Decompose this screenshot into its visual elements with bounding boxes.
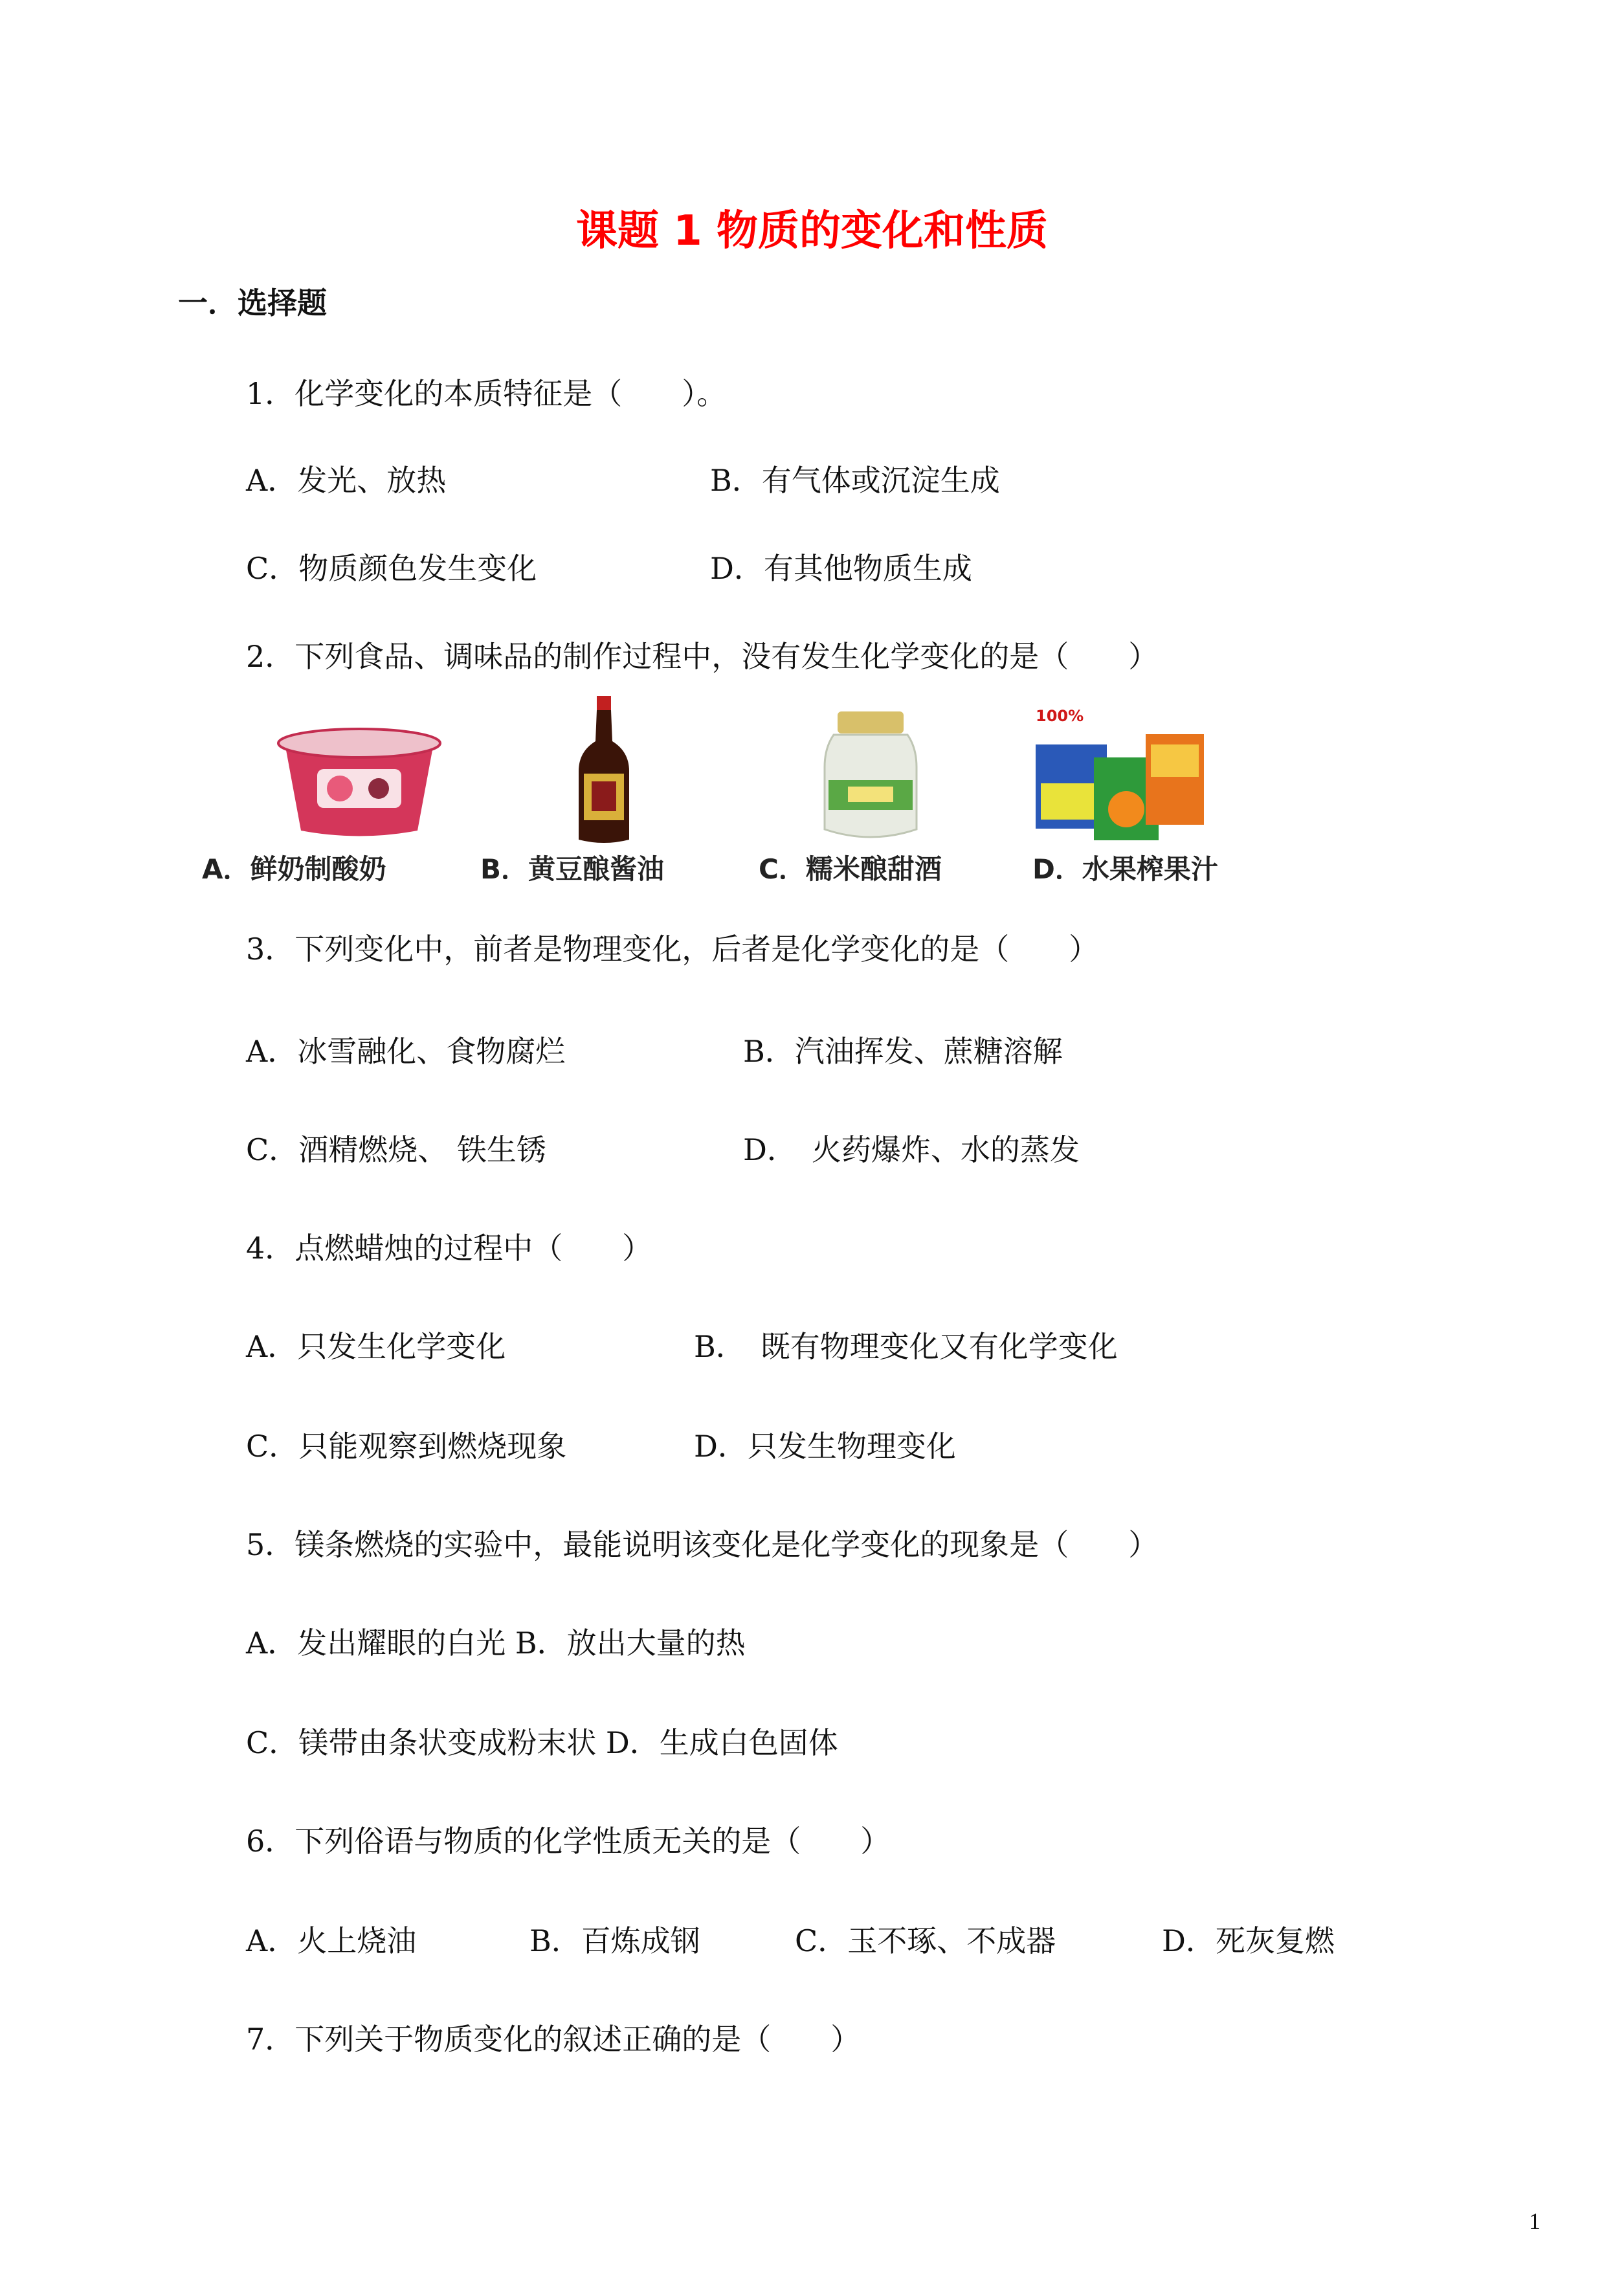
juice-badge-text: 100% (1036, 707, 1084, 725)
question-1-option-d: D．有其他物质生成 (710, 551, 972, 586)
question-3-stem: 3．下列变化中，前者是物理变化，后者是化学变化的是（ ） (246, 932, 1099, 967)
question-3-option-b: B．汽油挥发、蔗糖溶解 (743, 1034, 1063, 1069)
question-5-options-ab: A．发出耀眼的白光 B．放出大量的热 (246, 1626, 746, 1661)
page-number: 1 (1529, 2208, 1541, 2234)
section-heading: 一．选择题 (178, 285, 327, 320)
juice-boxes-image (1029, 706, 1210, 842)
question-6-option-c: C．玉不琢、不成器 (795, 1923, 1056, 1958)
question-1-option-b: B．有气体或沉淀生成 (710, 463, 1000, 498)
question-6-option-a: A．火上烧油 (246, 1923, 417, 1958)
question-1-stem: 1．化学变化的本质特征是（ ）。 (246, 376, 727, 411)
question-2-option-a: A．鲜奶制酸奶 (202, 853, 386, 885)
question-2-option-c: C．糯米酿甜酒 (759, 853, 942, 885)
question-5-stem: 5．镁条燃烧的实验中，最能说明该变化是化学变化的现象是（ ） (246, 1527, 1159, 1562)
question-7-stem: 7．下列关于物质变化的叙述正确的是（ ） (246, 2022, 861, 2057)
question-3-option-a: A．冰雪融化、食物腐烂 (246, 1034, 566, 1069)
question-1-option-c: C．物质颜色发生变化 (246, 551, 537, 586)
question-2-option-b: B．黄豆酿酱油 (480, 853, 665, 885)
question-4-option-c: C．只能观察到燃烧现象 (246, 1429, 567, 1464)
question-4-option-a: A．只发生化学变化 (246, 1329, 506, 1364)
question-1-option-a: A．发光、放热 (246, 463, 447, 498)
question-2-stem: 2．下列食品、调味品的制作过程中，没有发生化学变化的是（ ） (246, 639, 1159, 674)
question-6-stem: 6．下列俗语与物质的化学性质无关的是（ ） (246, 1824, 891, 1859)
question-4-option-d: D．只发生物理变化 (694, 1429, 956, 1464)
question-2-option-d: D．水果榨果汁 (1032, 853, 1218, 885)
question-3-option-d: D． 火药爆炸、水的蒸发 (743, 1132, 1080, 1167)
question-3-option-c: C．酒精燃烧、 铁生锈 (246, 1132, 546, 1167)
question-4-option-b: B． 既有物理变化又有化学变化 (694, 1329, 1118, 1364)
question-5-options-cd: C．镁带由条状变成粉末状 D．生成白色固体 (246, 1725, 838, 1760)
page-title: 课题 1 物质的变化和性质 (575, 207, 1049, 255)
question-6-option-b: B．百炼成钢 (529, 1923, 700, 1958)
question-4-stem: 4．点燃蜡烛的过程中（ ） (246, 1231, 652, 1266)
question-6-option-d: D．死灰复燃 (1162, 1923, 1335, 1958)
rice-wine-jar-image (822, 709, 919, 845)
soy-sauce-bottle-image (575, 696, 633, 845)
yogurt-cup-image (272, 724, 447, 840)
